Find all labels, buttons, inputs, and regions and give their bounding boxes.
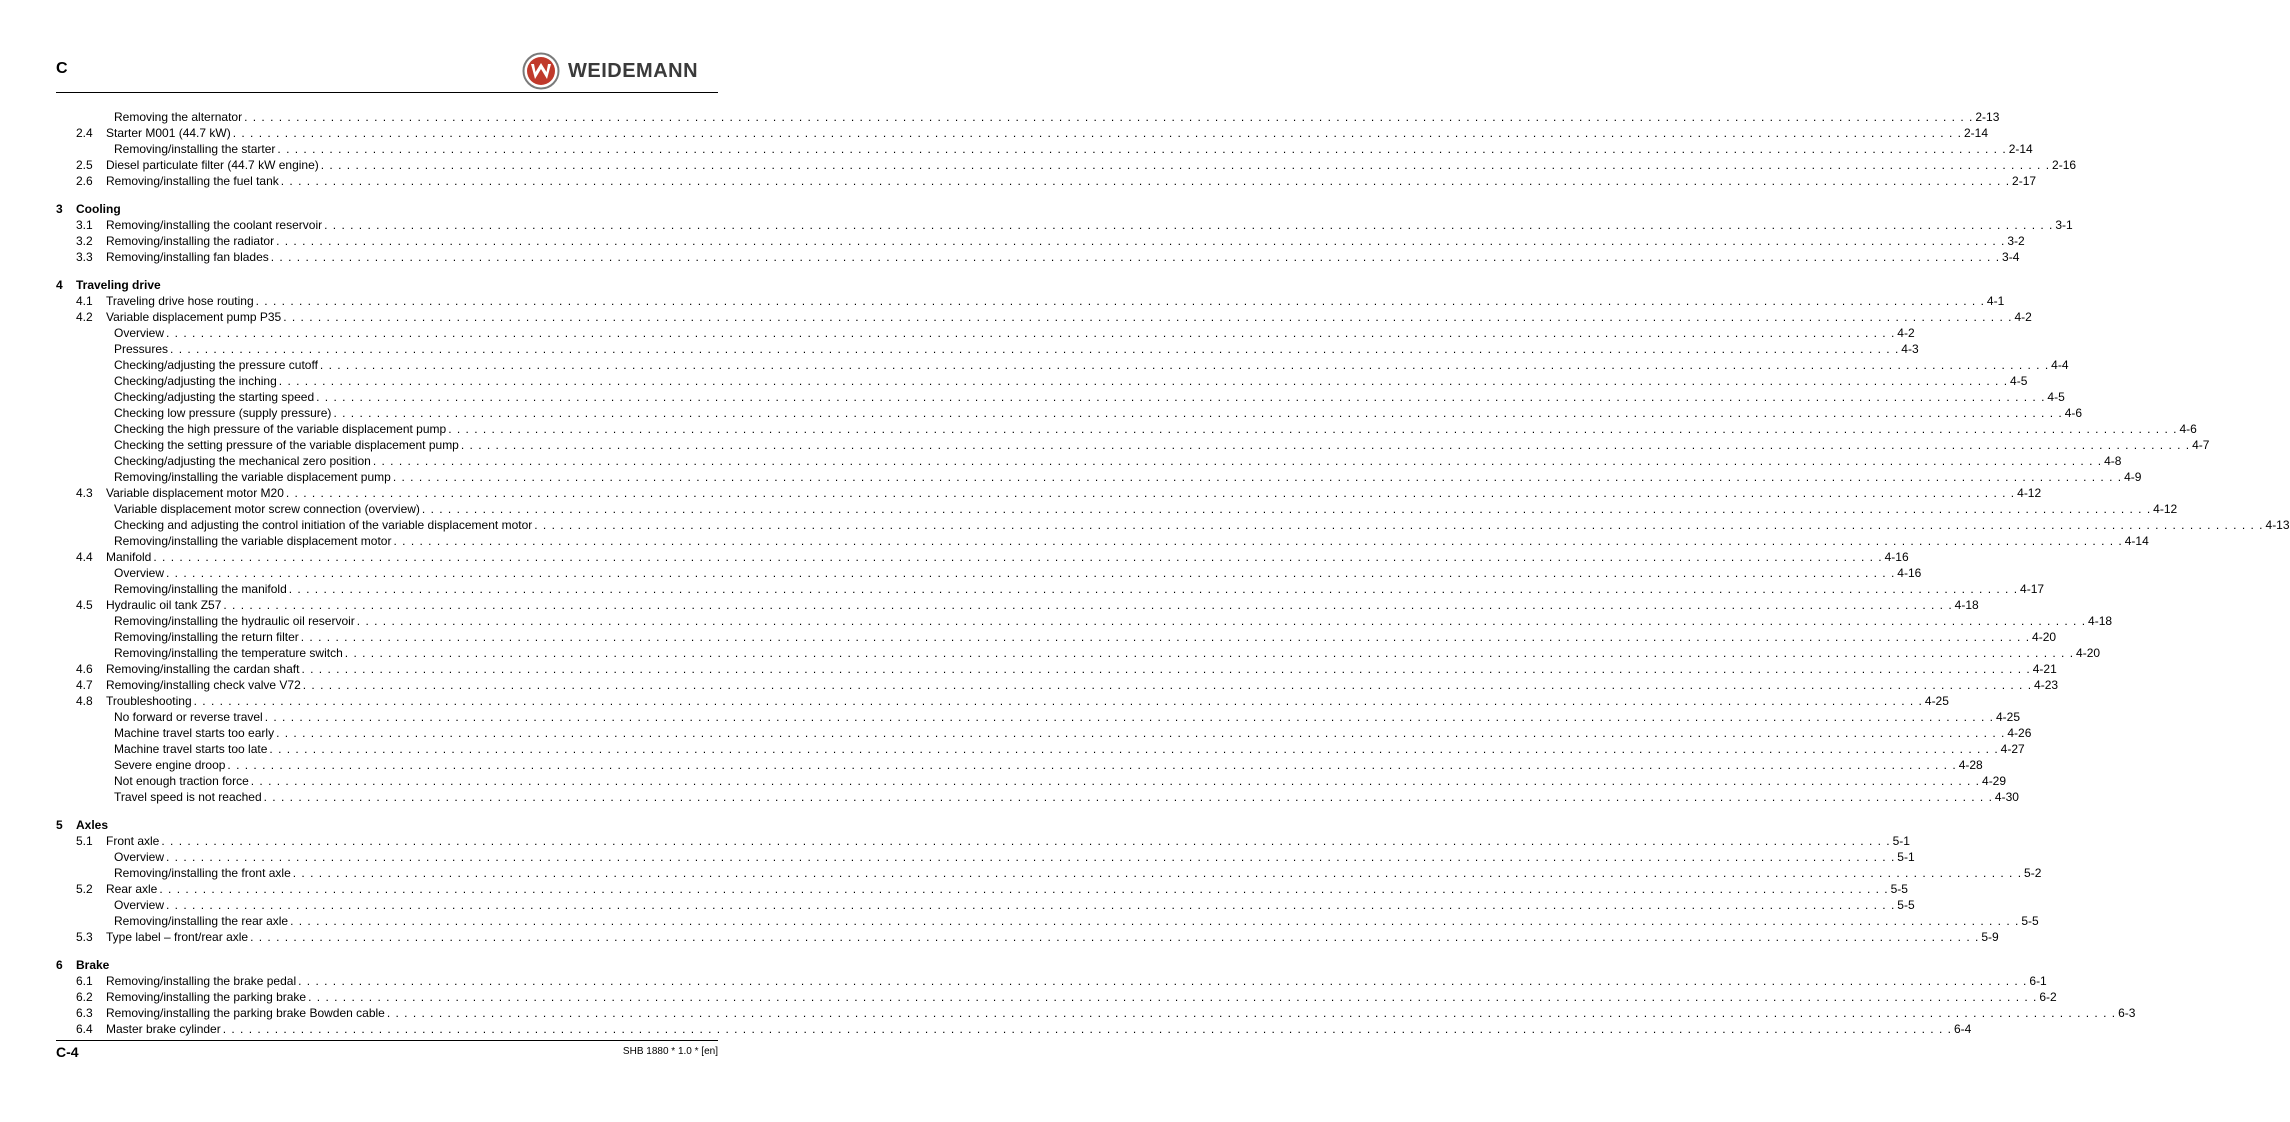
toc-page: 3-1: [2055, 218, 2073, 232]
toc-page: 4-25: [1924, 694, 1949, 708]
toc-page: 6-1: [2029, 974, 2047, 988]
toc-entry[interactable]: [56, 325, 1915, 341]
toc-number: 4.6: [76, 662, 93, 676]
toc-leader: . . . . . . . . . . . . . . . . . . . . . . . . . . . . . . . . . . . . . . . . . . . . . . . . . . . . . . . . . . . . . . . . . . . . . . . . . . . . . . . . . . . . . . . . . . . . . . . . . . . . . . . . . . . . . . . . . . . . . . . . . . . . . . . . . . . . . . . . . . . . . . . . . . . . . . . . . . . . . . . . . . . . . . . . . . . . . . . . . . . . . . . . . . . . . . . . . . . . . . . .: [421, 502, 2152, 516]
footer-rule: [56, 1040, 718, 1041]
toc-leader: . . . . . . . . . . . . . . . . . . . . . . . . . . . . . . . . . . . . . . . . . . . . . . . . . . . . . . . . . . . . . . . . . . . . . . . . . . . . . . . . . . . . . . . . . . . . . . . . . . . . . . . . . . . . . . . . . . . . . . . . . . . . . . . . . . . . . . . . . . . . . . . . . . . . . . . . . . . . . . . . . . . . . . . . . . . . . . . . . . . . . . . . . . . . . . . . . . . . . . . .: [300, 630, 2031, 644]
toc-page: 5-1: [1892, 834, 1910, 848]
toc-leader: . . . . . . . . . . . . . . . . . . . . . . . . . . . . . . . . . . . . . . . . . . . . . . . . . . . . . . . . . . . . . . . . . . . . . . . . . . . . . . . . . . . . . . . . . . . . . . . . . . . . . . . . . . . . . . . . . . . . . . . . . . . . . . . . . . . . . . . . . . . . . . . . . . . . . . . . . . . . . . . . . . . . . . . . . . . . . . . . . . . . . . . . . . . . . . . . . . . . . . . .: [277, 142, 2007, 156]
toc-leader: . . . . . . . . . . . . . . . . . . . . . . . . . . . . . . . . . . . . . . . . . . . . . . . . . . . . . . . . . . . . . . . . . . . . . . . . . . . . . . . . . . . . . . . . . . . . . . . . . . . . . . . . . . . . . . . . . . . . . . . . . . . . . . . . . . . . . . . . . . . . . . . . . . . . . . . . . . . . . . . . . . . . . . . . . . . . . . . . . . . . . . . . . . . . . . . . . . . . . . . .: [153, 550, 1883, 564]
toc-title: Master brake cylinder: [106, 1022, 221, 1036]
toc-page: 4-5: [2047, 390, 2065, 404]
toc-leader: . . . . . . . . . . . . . . . . . . . . . . . . . . . . . . . . . . . . . . . . . . . . . . . . . . . . . . . . . . . . . . . . . . . . . . . . . . . . . . . . . . . . . . . . . . . . . . . . . . . . . . . . . . . . . . . . . . . . . . . . . . . . . . . . . . . . . . . . . . . . . . . . . . . . . . . . . . . . . . . . . . . . . . . . . . . . . . . . . . . . . . . . . . . . . . . . . . . . . . . .: [324, 218, 2054, 232]
toc-title: Removing/installing the rear axle: [114, 914, 289, 928]
toc-entry[interactable]: [56, 293, 2005, 309]
toc-leader: . . . . . . . . . . . . . . . . . . . . . . . . . . . . . . . . . . . . . . . . . . . . . . . . . . . . . . . . . . . . . . . . . . . . . . . . . . . . . . . . . . . . . . . . . . . . . . . . . . . . . . . . . . . . . . . . . . . . . . . . . . . . . . . . . . . . . . . . . . . . . . . . . . . . . . . . . . . . . . . . . . . . . . . . . . . . . . . . . . . . . . . . . . . . . . . . . . . . . . . .: [320, 158, 2051, 172]
toc-leader: . . . . . . . . . . . . . . . . . . . . . . . . . . . . . . . . . . . . . . . . . . . . . . . . . . . . . . . . . . . . . . . . . . . . . . . . . . . . . . . . . . . . . . . . . . . . . . . . . . . . . . . . . . . . . . . . . . . . . . . . . . . . . . . . . . . . . . . . . . . . . . . . . . . . . . . . . . . . . . . . . . . . . . . . . . . . . . . . . . . . . . . . . . . . . . . . . . . . . . . .: [319, 358, 2050, 372]
toc-number: 3: [56, 202, 63, 216]
toc-page: 4-12: [2017, 486, 2042, 500]
toc-page: 4-21: [2032, 662, 2057, 676]
toc-title: Hydraulic oil tank Z57: [106, 598, 222, 612]
toc-leader: . . . . . . . . . . . . . . . . . . . . . . . . . . . . . . . . . . . . . . . . . . . . . . . . . . . . . . . . . . . . . . . . . . . . . . . . . . . . . . . . . . . . . . . . . . . . . . . . . . . . . . . . . . . . . . . . . . . . . . . . . . . . . . . . . . . . . . . . . . . . . . . . . . . . . . . . . . . . . . . . . . . . . . . . . . . . . . . . . . . . . . . . . . . . . . . . . . . . . . . .: [227, 758, 1957, 772]
toc-page: 4-25: [1995, 710, 2021, 724]
toc-entry[interactable]: [56, 741, 2025, 757]
toc-page: 2-13: [1975, 110, 2000, 124]
toc-leader: . . . . . . . . . . . . . . . . . . . . . . . . . . . . . . . . . . . . . . . . . . . . . . . . . . . . . . . . . . . . . . . . . . . . . . . . . . . . . . . . . . . . . . . . . . . . . . . . . . . . . . . . . . . . . . . . . . . . . . . . . . . . . . . . . . . . . . . . . . . . . . . . . . . . . . . . . . . . . . . . . . . . . . . . . . . . . . . . . . . . . . . . . . . . . . . . . . . . . . . .: [166, 566, 1896, 580]
toc-entry[interactable]: [56, 517, 2290, 533]
toc-leader: . . . . . . . . . . . . . . . . . . . . . . . . . . . . . . . . . . . . . . . . . . . . . . . . . . . . . . . . . . . . . . . . . . . . . . . . . . . . . . . . . . . . . . . . . . . . . . . . . . . . . . . . . . . . . . . . . . . . . . . . . . . . . . . . . . . . . . . . . . . . . . . . . . . . . . . . . . . . . . . . . . . . . . . . . . . . . . . . . . . . . . . . . . . . . . . . . . . . . . . .: [269, 742, 1999, 756]
toc-title: Type label – front/rear axle: [106, 930, 249, 944]
toc-leader: . . . . . . . . . . . . . . . . . . . . . . . . . . . . . . . . . . . . . . . . . . . . . . . . . . . . . . . . . . . . . . . . . . . . . . . . . . . . . . . . . . . . . . . . . . . . . . . . . . . . . . . . . . . . . . . . . . . . . . . . . . . . . . . . . . . . . . . . . . . . . . . . . . . . . . . . . . . . . . . . . . . . . . . . . . . . . . . . . . . . . . . . . . . . . . . . . . . . . . . .: [316, 390, 2046, 404]
toc-page: 3-2: [2007, 234, 2025, 248]
toc-title: Variable displacement pump P35: [106, 310, 282, 324]
toc-page: 4-18: [1954, 598, 1979, 612]
toc-leader: . . . . . . . . . . . . . . . . . . . . . . . . . . . . . . . . . . . . . . . . . . . . . . . . . . . . . . . . . . . . . . . . . . . . . . . . . . . . . . . . . . . . . . . . . . . . . . . . . . . . . . . . . . . . . . . . . . . . . . . . . . . . . . . . . . . . . . . . . . . . . . . . . . . . . . . . . . . . . . . . . . . . . . . . . . . . . . . . . . . . . . . . . . . . . . . . . . . . . . . .: [263, 790, 1993, 804]
toc-number: 3.2: [76, 234, 93, 248]
toc-entry[interactable]: [56, 773, 2007, 789]
toc-entry[interactable]: [56, 1005, 2136, 1021]
toc-leader: . . . . . . . . . . . . . . . . . . . . . . . . . . . . . . . . . . . . . . . . . . . . . . . . . . . . . . . . . . . . . . . . . . . . . . . . . . . . . . . . . . . . . . . . . . . . . . . . . . . . . . . . . . . . . . . . . . . . . . . . . . . . . . . . . . . . . . . . . . . . . . . . . . . . . . . . . . . . . . . . . . . . . . . . . . . . . . . . . . . . . . . . . . . . . . . . . . . . . . . .: [333, 406, 2063, 420]
toc-page: 4-2: [1897, 326, 1915, 340]
toc-leader: . . . . . . . . . . . . . . . . . . . . . . . . . . . . . . . . . . . . . . . . . . . . . . . . . . . . . . . . . . . . . . . . . . . . . . . . . . . . . . . . . . . . . . . . . . . . . . . . . . . . . . . . . . . . . . . . . . . . . . . . . . . . . . . . . . . . . . . . . . . . . . . . . . . . . . . . . . . . . . . . . . . . . . . . . . . . . . . . . . . . . . . . . . . . . . . . . . . . . . . .: [308, 990, 2038, 1004]
toc-entry[interactable]: [56, 309, 2032, 325]
toc-number: 6: [56, 958, 63, 972]
toc-page: 5-5: [1897, 898, 1915, 912]
toc-title: Checking/adjusting the mechanical zero position: [114, 454, 371, 468]
toc-leader: . . . . . . . . . . . . . . . . . . . . . . . . . . . . . . . . . . . . . . . . . . . . . . . . . . . . . . . . . . . . . . . . . . . . . . . . . . . . . . . . . . . . . . . . . . . . . . . . . . . . . . . . . . . . . . . . . . . . . . . . . . . . . . . . . . . . . . . . . . . . . . . . . . . . . . . . . . . . . . . . . . . . . . . . . . . . . . . . . . . . . . . . . . . . . . . . . . . . . . . .: [302, 678, 2033, 692]
toc-page: 4-12: [2153, 502, 2178, 516]
toc-title: Machine travel starts too late: [114, 742, 268, 756]
weidemann-emblem-icon: [522, 52, 560, 90]
toc-title: Checking/adjusting the inching: [114, 374, 277, 388]
toc-page: 2-14: [2008, 142, 2033, 156]
toc-page: 4-28: [1958, 758, 1983, 772]
toc-leader: . . . . . . . . . . . . . . . . . . . . . . . . . . . . . . . . . . . . . . . . . . . . . . . . . . . . . . . . . . . . . . . . . . . . . . . . . . . . . . . . . . . . . . . . . . . . . . . . . . . . . . . . . . . . . . . . . . . . . . . . . . . . . . . . . . . . . . . . . . . . . . . . . . . . . . . . . . . . . . . . . . . . . . . . . . . . . . . . . . . . . . . . . . . . . . . . . . . . . . . .: [232, 126, 1962, 140]
toc-entry[interactable]: [56, 789, 2019, 805]
toc-entry[interactable]: [56, 929, 1999, 945]
toc-page: 4-1: [1986, 294, 2005, 308]
toc-page: 4-27: [2000, 742, 2025, 756]
toc-title: Removing/installing the temperature switch: [114, 646, 343, 660]
toc-entry[interactable]: [56, 693, 1949, 709]
toc-number: 4.8: [76, 694, 93, 708]
toc-title: Starter M001 (44.7 kW): [106, 126, 231, 140]
toc-title: Rear axle: [106, 882, 158, 896]
toc-page: 5-9: [1981, 930, 1999, 944]
toc-title: Machine travel starts too early: [114, 726, 275, 740]
toc-page: 4-16: [1884, 550, 1909, 564]
toc-title: Overview: [114, 898, 165, 912]
toc-leader: . . . . . . . . . . . . . . . . . . . . . . . . . . . . . . . . . . . . . . . . . . . . . . . . . . . . . . . . . . . . . . . . . . . . . . . . . . . . . . . . . . . . . . . . . . . . . . . . . . . . . . . . . . . . . . . . . . . . . . . . . . . . . . . . . . . . . . . . . . . . . . . . . . . . . . . . . . . . . . . . . . . . . . . . . . . . . . . . . . . . . . . . . . . . . . . . . . . . . . . .: [534, 518, 2264, 532]
toc-leader: . . . . . . . . . . . . . . . . . . . . . . . . . . . . . . . . . . . . . . . . . . . . . . . . . . . . . . . . . . . . . . . . . . . . . . . . . . . . . . . . . . . . . . . . . . . . . . . . . . . . . . . . . . . . . . . . . . . . . . . . . . . . . . . . . . . . . . . . . . . . . . . . . . . . . . . . . . . . . . . . . . . . . . . . . . . . . . . . . . . . . . . . . . . . . . . . . . . . . . . .: [166, 898, 1896, 912]
toc-leader: . . . . . . . . . . . . . . . . . . . . . . . . . . . . . . . . . . . . . . . . . . . . . . . . . . . . . . . . . . . . . . . . . . . . . . . . . . . . . . . . . . . . . . . . . . . . . . . . . . . . . . . . . . . . . . . . . . . . . . . . . . . . . . . . . . . . . . . . . . . . . . . . . . . . . . . . . . . . . . . . . . . . . . . . . . . . . . . . . . . . . . . . . . . . . . . . . . . . . . . .: [250, 930, 1980, 944]
toc-leader: . . . . . . . . . . . . . . . . . . . . . . . . . . . . . . . . . . . . . . . . . . . . . . . . . . . . . . . . . . . . . . . . . . . . . . . . . . . . . . . . . . . . . . . . . . . . . . . . . . . . . . . . . . . . . . . . . . . . . . . . . . . . . . . . . . . . . . . . . . . . . . . . . . . . . . . . . . . . . . . . . . . . . . . . . . . . . . . . . . . . . . . . . . . . . . . . . . . . . . . .: [288, 582, 2019, 596]
toc-title: Pressures: [114, 342, 169, 356]
toc-page: 5-2: [2024, 866, 2042, 880]
toc-page: 6-4: [1953, 1022, 1972, 1036]
toc-leader: . . . . . . . . . . . . . . . . . . . . . . . . . . . . . . . . . . . . . . . . . . . . . . . . . . . . . . . . . . . . . . . . . . . . . . . . . . . . . . . . . . . . . . . . . . . . . . . . . . . . . . . . . . . . . . . . . . . . . . . . . . . . . . . . . . . . . . . . . . . . . . . . . . . . . . . . . . . . . . . . . . . . . . . . . . . . . . . . . . . . . . . . . . . . . . . . . . . . . . . .: [344, 646, 2075, 660]
toc-entry[interactable]: [56, 645, 2101, 661]
toc-page: 4-5: [2010, 374, 2028, 388]
toc-entry[interactable]: [56, 389, 2065, 405]
toc-entry[interactable]: [56, 581, 2045, 597]
toc-entry[interactable]: [56, 629, 2057, 645]
toc-title: No forward or reverse travel: [114, 710, 263, 724]
toc-leader: . . . . . . . . . . . . . . . . . . . . . . . . . . . . . . . . . . . . . . . . . . . . . . . . . . . . . . . . . . . . . . . . . . . . . . . . . . . . . . . . . . . . . . . . . . . . . . . . . . . . . . . . . . . . . . . . . . . . . . . . . . . . . . . . . . . . . . . . . . . . . . . . . . . . . . . . . . . . . . . . . . . . . . . . . . . . . . . . . . . . . . . . . . . . . . . . . . . . . . . .: [290, 914, 2020, 928]
toc-title: Variable displacement motor screw connection (overview): [114, 502, 420, 516]
toc-number: 5.3: [76, 930, 93, 944]
toc-title: Overview: [114, 850, 165, 864]
toc-title: Front axle: [106, 834, 160, 848]
toc-page: 4-3: [1901, 342, 1919, 356]
toc-number: 2.5: [76, 158, 93, 172]
document-id: SHB 1880 * 1.0 * [en]: [622, 1046, 718, 1057]
toc-entry[interactable]: [56, 357, 2069, 373]
toc-entry[interactable]: [56, 421, 2197, 437]
toc-title: Removing/installing the parking brake: [106, 990, 307, 1004]
toc-entry[interactable]: [56, 973, 2047, 989]
toc-leader: . . . . . . . . . . . . . . . . . . . . . . . . . . . . . . . . . . . . . . . . . . . . . . . . . . . . . . . . . . . . . . . . . . . . . . . . . . . . . . . . . . . . . . . . . . . . . . . . . . . . . . . . . . . . . . . . . . . . . . . . . . . . . . . . . . . . . . . . . . . . . . . . . . . . . . . . . . . . . . . . . . . . . . . . . . . . . . . . . . . . . . . . . . . . . . . . . . . . . . . .: [193, 694, 1923, 708]
toc-leader: . . . . . . . . . . . . . . . . . . . . . . . . . . . . . . . . . . . . . . . . . . . . . . . . . . . . . . . . . . . . . . . . . . . . . . . . . . . . . . . . . . . . . . . . . . . . . . . . . . . . . . . . . . . . . . . . . . . . . . . . . . . . . . . . . . . . . . . . . . . . . . . . . . . . . . . . . . . . . . . . . . . . . . . . . . . . . . . . . . . . . . . . . . . . . . . . . . . . . . . .: [448, 422, 2178, 436]
toc-number: 6.1: [76, 974, 93, 988]
toc-leader: . . . . . . . . . . . . . . . . . . . . . . . . . . . . . . . . . . . . . . . . . . . . . . . . . . . . . . . . . . . . . . . . . . . . . . . . . . . . . . . . . . . . . . . . . . . . . . . . . . . . . . . . . . . . . . . . . . . . . . . . . . . . . . . . . . . . . . . . . . . . . . . . . . . . . . . . . . . . . . . . . . . . . . . . . . . . . . . . . . . . . . . . . . . . . . . . . . . . . . . .: [250, 774, 1981, 788]
toc-leader: . . . . . . . . . . . . . . . . . . . . . . . . . . . . . . . . . . . . . . . . . . . . . . . . . . . . . . . . . . . . . . . . . . . . . . . . . . . . . . . . . . . . . . . . . . . . . . . . . . . . . . . . . . . . . . . . . . . . . . . . . . . . . . . . . . . . . . . . . . . . . . . . . . . . . . . . . . . . . . . . . . . . . . . . . . . . . . . . . . . . . . . . . . . . . . . . . . . . . . . .: [244, 110, 1974, 124]
toc-title: Removing/installing fan blades: [106, 250, 269, 264]
toc-entry[interactable]: [56, 125, 1989, 141]
toc-page: 5-1: [1897, 850, 1915, 864]
toc-leader: . . . . . . . . . . . . . . . . . . . . . . . . . . . . . . . . . . . . . . . . . . . . . . . . . . . . . . . . . . . . . . . . . . . . . . . . . . . . . . . . . . . . . . . . . . . . . . . . . . . . . . . . . . . . . . . . . . . . . . . . . . . . . . . . . . . . . . . . . . . . . . . . . . . . . . . . . . . . . . . . . . . . . . . . . . . . . . . . . . . . . . . . . . . . . . . . . . . . . . . .: [166, 326, 1896, 340]
toc-title: Removing/installing the coolant reservoir: [106, 218, 323, 232]
toc-entry[interactable]: [56, 725, 2032, 741]
toc-title: Manifold: [106, 550, 152, 564]
toc-entry[interactable]: [56, 217, 2073, 233]
toc-entry[interactable]: [56, 709, 2021, 725]
toc-page: 4-4: [2051, 358, 2069, 372]
toc-page: 4-14: [2124, 534, 2149, 548]
toc-number: 4.1: [76, 294, 93, 308]
toc-page: 4-9: [2124, 470, 2142, 484]
toc-number: 5.1: [76, 834, 93, 848]
toc-entry[interactable]: [56, 109, 2000, 125]
toc-page: 4-29: [1982, 774, 2007, 788]
toc-entry[interactable]: [56, 173, 2037, 189]
header-rule: [56, 92, 718, 93]
toc-entry[interactable]: [56, 597, 1979, 613]
toc-page: 4-16: [1897, 566, 1922, 580]
toc-entry[interactable]: [56, 141, 2033, 157]
toc-page: 4-6: [2064, 406, 2083, 420]
toc-leader: . . . . . . . . . . . . . . . . . . . . . . . . . . . . . . . . . . . . . . . . . . . . . . . . . . . . . . . . . . . . . . . . . . . . . . . . . . . . . . . . . . . . . . . . . . . . . . . . . . . . . . . . . . . . . . . . . . . . . . . . . . . . . . . . . . . . . . . . . . . . . . . . . . . . . . . . . . . . . . . . . . . . . . . . . . . . . . . . . . . . . . . . . . . . . . . . . . . . . . . .: [292, 866, 2023, 880]
toc-title: Removing the alternator: [114, 110, 243, 124]
toc-page: 4-23: [2034, 678, 2059, 692]
toc-leader: . . . . . . . . . . . . . . . . . . . . . . . . . . . . . . . . . . . . . . . . . . . . . . . . . . . . . . . . . . . . . . . . . . . . . . . . . . . . . . . . . . . . . . . . . . . . . . . . . . . . . . . . . . . . . . . . . . . . . . . . . . . . . . . . . . . . . . . . . . . . . . . . . . . . . . . . . . . . . . . . . . . . . . . . . . . . . . . . . . . . . . . . . . . . . . . . . . . . . . . .: [222, 1022, 1952, 1036]
toc-number: 5.2: [76, 882, 93, 896]
toc-leader: . . . . . . . . . . . . . . . . . . . . . . . . . . . . . . . . . . . . . . . . . . . . . . . . . . . . . . . . . . . . . . . . . . . . . . . . . . . . . . . . . . . . . . . . . . . . . . . . . . . . . . . . . . . . . . . . . . . . . . . . . . . . . . . . . . . . . . . . . . . . . . . . . . . . . . . . . . . . . . . . . . . . . . . . . . . . . . . . . . . . . . . . . . . . . . . . . . . . . . . .: [283, 310, 2013, 324]
toc-page: 6-3: [2118, 1006, 2136, 1020]
toc-page: 3-4: [2002, 250, 2020, 264]
toc-title: Removing/installing the cardan shaft: [106, 662, 300, 676]
toc-title: Cooling: [76, 202, 121, 216]
toc-title: Checking/adjusting the starting speed: [114, 390, 315, 404]
toc-entry[interactable]: [56, 757, 1983, 773]
toc-leader: . . . . . . . . . . . . . . . . . . . . . . . . . . . . . . . . . . . . . . . . . . . . . . . . . . . . . . . . . . . . . . . . . . . . . . . . . . . . . . . . . . . . . . . . . . . . . . . . . . . . . . . . . . . . . . . . . . . . . . . . . . . . . . . . . . . . . . . . . . . . . . . . . . . . . . . . . . . . . . . . . . . . . . . . . . . . . . . . . . . . . . . . . . . . . . . . . . . . . . . .: [372, 454, 2103, 468]
toc-entry[interactable]: [56, 989, 2057, 1005]
section-letter: C: [56, 60, 68, 77]
toc-entry[interactable]: [56, 549, 1909, 565]
toc-leader: . . . . . . . . . . . . . . . . . . . . . . . . . . . . . . . . . . . . . . . . . . . . . . . . . . . . . . . . . . . . . . . . . . . . . . . . . . . . . . . . . . . . . . . . . . . . . . . . . . . . . . . . . . . . . . . . . . . . . . . . . . . . . . . . . . . . . . . . . . . . . . . . . . . . . . . . . . . . . . . . . . . . . . . . . . . . . . . . . . . . . . . . . . . . . . . . . . . . . . . .: [264, 710, 1994, 724]
toc-title: Traveling drive hose routing: [106, 294, 254, 308]
toc-page: 4-20: [2076, 646, 2101, 660]
brand-logo: [522, 52, 698, 90]
toc-title: Checking and adjusting the control initiation of the variable displacement motor: [114, 518, 533, 532]
toc-title: Removing/installing the fuel tank: [106, 174, 279, 188]
toc-page: 2-17: [2012, 174, 2037, 188]
toc-leader: . . . . . . . . . . . . . . . . . . . . . . . . . . . . . . . . . . . . . . . . . . . . . . . . . . . . . . . . . . . . . . . . . . . . . . . . . . . . . . . . . . . . . . . . . . . . . . . . . . . . . . . . . . . . . . . . . . . . . . . . . . . . . . . . . . . . . . . . . . . . . . . . . . . . . . . . . . . . . . . . . . . . . . . . . . . . . . . . . . . . . . . . . . . . . . . . . . . . . . . .: [161, 834, 1891, 848]
toc-leader: . . . . . . . . . . . . . . . . . . . . . . . . . . . . . . . . . . . . . . . . . . . . . . . . . . . . . . . . . . . . . . . . . . . . . . . . . . . . . . . . . . . . . . . . . . . . . . . . . . . . . . . . . . . . . . . . . . . . . . . . . . . . . . . . . . . . . . . . . . . . . . . . . . . . . . . . . . . . . . . . . . . . . . . . . . . . . . . . . . . . . . . . . . . . . . . . . . . . . . . .: [393, 534, 2123, 548]
toc-leader: . . . . . . . . . . . . . . . . . . . . . . . . . . . . . . . . . . . . . . . . . . . . . . . . . . . . . . . . . . . . . . . . . . . . . . . . . . . . . . . . . . . . . . . . . . . . . . . . . . . . . . . . . . . . . . . . . . . . . . . . . . . . . . . . . . . . . . . . . . . . . . . . . . . . . . . . . . . . . . . . . . . . . . . . . . . . . . . . . . . . . . . . . . . . . . . . . . . . . . . .: [270, 250, 2001, 264]
toc-entry[interactable]: [56, 677, 2059, 693]
toc-title: Removing/installing the variable displacement motor: [114, 534, 392, 548]
toc-entry[interactable]: [56, 833, 1910, 849]
toc-page: 4-30: [1994, 790, 2019, 804]
toc-entry[interactable]: [56, 405, 2083, 421]
toc-page: 5-5: [1890, 882, 1908, 896]
toc-title: Removing/installing the front axle: [114, 866, 291, 880]
toc-leader: . . . . . . . . . . . . . . . . . . . . . . . . . . . . . . . . . . . . . . . . . . . . . . . . . . . . . . . . . . . . . . . . . . . . . . . . . . . . . . . . . . . . . . . . . . . . . . . . . . . . . . . . . . . . . . . . . . . . . . . . . . . . . . . . . . . . . . . . . . . . . . . . . . . . . . . . . . . . . . . . . . . . . . . . . . . . . . . . . . . . . . . . . . . . . . . . . . . . . . . .: [301, 662, 2031, 676]
toc-title: Removing/installing the variable displacement pump: [114, 470, 391, 484]
toc-entry[interactable]: [56, 881, 1908, 897]
toc-page: 6-2: [2039, 990, 2057, 1004]
page-number: C-4: [56, 1044, 79, 1060]
brand-name: WEIDEMANN: [568, 59, 699, 82]
toc-entry[interactable]: [56, 453, 2122, 469]
toc-entry[interactable]: [56, 849, 1915, 865]
toc-page: 4-7: [2192, 438, 2210, 452]
toc-leader: . . . . . . . . . . . . . . . . . . . . . . . . . . . . . . . . . . . . . . . . . . . . . . . . . . . . . . . . . . . . . . . . . . . . . . . . . . . . . . . . . . . . . . . . . . . . . . . . . . . . . . . . . . . . . . . . . . . . . . . . . . . . . . . . . . . . . . . . . . . . . . . . . . . . . . . . . . . . . . . . . . . . . . . . . . . . . . . . . . . . . . . . . . . . . . . . . . . . . . . .: [280, 174, 2011, 188]
toc-title: Overview: [114, 566, 165, 580]
toc-number: 3.3: [76, 250, 93, 264]
toc-number: 2.4: [76, 126, 93, 140]
toc-page: 2-14: [1963, 126, 1989, 140]
toc-title: Removing/installing the parking brake Bowden cable: [106, 1006, 385, 1020]
toc-entry[interactable]: [56, 1021, 1972, 1037]
toc-number: 4.3: [76, 486, 93, 500]
toc-number: 6.2: [76, 990, 93, 1004]
toc-leader: . . . . . . . . . . . . . . . . . . . . . . . . . . . . . . . . . . . . . . . . . . . . . . . . . . . . . . . . . . . . . . . . . . . . . . . . . . . . . . . . . . . . . . . . . . . . . . . . . . . . . . . . . . . . . . . . . . . . . . . . . . . . . . . . . . . . . . . . . . . . . . . . . . . . . . . . . . . . . . . . . . . . . . . . . . . . . . . . . . . . . . . . . . . . . . . . . . . . . . . .: [276, 726, 2006, 740]
toc-leader: . . . . . . . . . . . . . . . . . . . . . . . . . . . . . . . . . . . . . . . . . . . . . . . . . . . . . . . . . . . . . . . . . . . . . . . . . . . . . . . . . . . . . . . . . . . . . . . . . . . . . . . . . . . . . . . . . . . . . . . . . . . . . . . . . . . . . . . . . . . . . . . . . . . . . . . . . . . . . . . . . . . . . . . . . . . . . . . . . . . . . . . . . . . . . . . . . . . . . . . .: [278, 374, 2009, 388]
toc-number: 6.3: [76, 1006, 93, 1020]
toc-title: Variable displacement motor M20: [106, 486, 284, 500]
toc-entry[interactable]: [56, 469, 2142, 485]
toc-leader: . . . . . . . . . . . . . . . . . . . . . . . . . . . . . . . . . . . . . . . . . . . . . . . . . . . . . . . . . . . . . . . . . . . . . . . . . . . . . . . . . . . . . . . . . . . . . . . . . . . . . . . . . . . . . . . . . . . . . . . . . . . . . . . . . . . . . . . . . . . . . . . . . . . . . . . . . . . . . . . . . . . . . . . . . . . . . . . . . . . . . . . . . . . . . . . . . . . . . . . .: [276, 234, 2006, 248]
toc-title: Checking low pressure (supply pressure): [114, 406, 332, 420]
toc-page: 4-18: [2088, 614, 2113, 628]
toc-title: Overview: [114, 326, 165, 340]
toc-chapter[interactable]: [56, 817, 718, 833]
toc-entry[interactable]: [56, 865, 2042, 881]
toc-title: Axles: [76, 818, 109, 832]
toc-title: Traveling drive: [76, 278, 161, 292]
toc-number: 5: [56, 818, 63, 832]
toc-title: Checking/adjusting the pressure cutoff: [114, 358, 318, 372]
toc-page: 4-17: [2020, 582, 2045, 596]
toc-page: 4-6: [2179, 422, 2197, 436]
toc-page: 4-26: [2007, 726, 2032, 740]
toc-leader: . . . . . . . . . . . . . . . . . . . . . . . . . . . . . . . . . . . . . . . . . . . . . . . . . . . . . . . . . . . . . . . . . . . . . . . . . . . . . . . . . . . . . . . . . . . . . . . . . . . . . . . . . . . . . . . . . . . . . . . . . . . . . . . . . . . . . . . . . . . . . . . . . . . . . . . . . . . . . . . . . . . . . . . . . . . . . . . . . . . . . . . . . . . . . . . . . . . . . . . .: [285, 486, 2016, 500]
toc-title: Removing/installing the return filter: [114, 630, 299, 644]
toc-title: Brake: [76, 958, 110, 972]
toc-title: Removing/installing the starter: [114, 142, 276, 156]
toc-leader: . . . . . . . . . . . . . . . . . . . . . . . . . . . . . . . . . . . . . . . . . . . . . . . . . . . . . . . . . . . . . . . . . . . . . . . . . . . . . . . . . . . . . . . . . . . . . . . . . . . . . . . . . . . . . . . . . . . . . . . . . . . . . . . . . . . . . . . . . . . . . . . . . . . . . . . . . . . . . . . . . . . . . . . . . . . . . . . . . . . . . . . . . . . . . . . . . . . . . . . .: [223, 598, 1953, 612]
toc-title: Removing/installing the hydraulic oil reservoir: [114, 614, 355, 628]
toc-number: 3.1: [76, 218, 93, 232]
toc-entry[interactable]: [56, 373, 2028, 389]
toc-entry[interactable]: [56, 565, 1922, 581]
toc-chapter[interactable]: [56, 277, 718, 293]
toc-number: 4: [56, 278, 63, 292]
toc-entry[interactable]: [56, 437, 2210, 453]
toc-entry[interactable]: [56, 661, 2057, 677]
toc-leader: . . . . . . . . . . . . . . . . . . . . . . . . . . . . . . . . . . . . . . . . . . . . . . . . . . . . . . . . . . . . . . . . . . . . . . . . . . . . . . . . . . . . . . . . . . . . . . . . . . . . . . . . . . . . . . . . . . . . . . . . . . . . . . . . . . . . . . . . . . . . . . . . . . . . . . . . . . . . . . . . . . . . . . . . . . . . . . . . . . . . . . . . . . . . . . . . . . . . . . . .: [356, 614, 2087, 628]
toc-title: Removing/installing the radiator: [106, 234, 275, 248]
toc-title: Checking the high pressure of the variable displacement pump: [114, 422, 447, 436]
toc-number: 2.6: [76, 174, 93, 188]
toc-leader: . . . . . . . . . . . . . . . . . . . . . . . . . . . . . . . . . . . . . . . . . . . . . . . . . . . . . . . . . . . . . . . . . . . . . . . . . . . . . . . . . . . . . . . . . . . . . . . . . . . . . . . . . . . . . . . . . . . . . . . . . . . . . . . . . . . . . . . . . . . . . . . . . . . . . . . . . . . . . . . . . . . . . . . . . . . . . . . . . . . . . . . . . . . . . . . . . . . . . . . .: [255, 294, 1985, 308]
toc-leader: . . . . . . . . . . . . . . . . . . . . . . . . . . . . . . . . . . . . . . . . . . . . . . . . . . . . . . . . . . . . . . . . . . . . . . . . . . . . . . . . . . . . . . . . . . . . . . . . . . . . . . . . . . . . . . . . . . . . . . . . . . . . . . . . . . . . . . . . . . . . . . . . . . . . . . . . . . . . . . . . . . . . . . . . . . . . . . . . . . . . . . . . . . . . . . . . . . . . . . . .: [170, 342, 1900, 356]
toc-entry[interactable]: [56, 913, 2039, 929]
toc-entry[interactable]: [56, 613, 2113, 629]
toc-leader: . . . . . . . . . . . . . . . . . . . . . . . . . . . . . . . . . . . . . . . . . . . . . . . . . . . . . . . . . . . . . . . . . . . . . . . . . . . . . . . . . . . . . . . . . . . . . . . . . . . . . . . . . . . . . . . . . . . . . . . . . . . . . . . . . . . . . . . . . . . . . . . . . . . . . . . . . . . . . . . . . . . . . . . . . . . . . . . . . . . . . . . . . . . . . . . . . . . . . . . .: [460, 438, 2191, 452]
toc-page: 5-5: [2021, 914, 2039, 928]
toc-leader: . . . . . . . . . . . . . . . . . . . . . . . . . . . . . . . . . . . . . . . . . . . . . . . . . . . . . . . . . . . . . . . . . . . . . . . . . . . . . . . . . . . . . . . . . . . . . . . . . . . . . . . . . . . . . . . . . . . . . . . . . . . . . . . . . . . . . . . . . . . . . . . . . . . . . . . . . . . . . . . . . . . . . . . . . . . . . . . . . . . . . . . . . . . . . . . . . . . . . . . .: [298, 974, 2028, 988]
toc-leader: . . . . . . . . . . . . . . . . . . . . . . . . . . . . . . . . . . . . . . . . . . . . . . . . . . . . . . . . . . . . . . . . . . . . . . . . . . . . . . . . . . . . . . . . . . . . . . . . . . . . . . . . . . . . . . . . . . . . . . . . . . . . . . . . . . . . . . . . . . . . . . . . . . . . . . . . . . . . . . . . . . . . . . . . . . . . . . . . . . . . . . . . . . . . . . . . . . . . . . . .: [166, 850, 1896, 864]
toc-title: Removing/installing check valve V72: [106, 678, 301, 692]
toc-title: Checking the setting pressure of the variable displacement pump: [114, 438, 459, 452]
toc-entry[interactable]: [56, 533, 2149, 549]
toc-entry[interactable]: [56, 233, 2025, 249]
toc-title: Troubleshooting: [106, 694, 192, 708]
toc-entry[interactable]: [56, 157, 2077, 173]
toc-chapter[interactable]: [56, 201, 718, 217]
toc-number: 6.4: [76, 1022, 93, 1036]
toc-leader: . . . . . . . . . . . . . . . . . . . . . . . . . . . . . . . . . . . . . . . . . . . . . . . . . . . . . . . . . . . . . . . . . . . . . . . . . . . . . . . . . . . . . . . . . . . . . . . . . . . . . . . . . . . . . . . . . . . . . . . . . . . . . . . . . . . . . . . . . . . . . . . . . . . . . . . . . . . . . . . . . . . . . . . . . . . . . . . . . . . . . . . . . . . . . . . . . . . . . . . .: [159, 882, 1889, 896]
toc-page: 2-16: [2052, 158, 2077, 172]
toc-number: 4.4: [76, 550, 93, 564]
toc-title: Severe engine droop: [114, 758, 226, 772]
toc-number: 4.2: [76, 310, 93, 324]
table-of-contents: [56, 109, 2290, 1037]
toc-page: 4-20: [2032, 630, 2057, 644]
toc-page: 4-8: [2104, 454, 2122, 468]
toc-title: Not enough traction force: [114, 774, 249, 788]
toc-title: Removing/installing the brake pedal: [106, 974, 297, 988]
toc-entry[interactable]: [56, 501, 2178, 517]
toc-entry[interactable]: [56, 341, 1919, 357]
toc-title: Diesel particulate filter (44.7 kW engine): [106, 158, 319, 172]
toc-entry[interactable]: [56, 485, 2042, 501]
toc-entry[interactable]: [56, 897, 1915, 913]
toc-number: 4.5: [76, 598, 93, 612]
toc-entry[interactable]: [56, 249, 2020, 265]
toc-number: 4.7: [76, 678, 93, 692]
toc-title: Removing/installing the manifold: [114, 582, 287, 596]
toc-leader: . . . . . . . . . . . . . . . . . . . . . . . . . . . . . . . . . . . . . . . . . . . . . . . . . . . . . . . . . . . . . . . . . . . . . . . . . . . . . . . . . . . . . . . . . . . . . . . . . . . . . . . . . . . . . . . . . . . . . . . . . . . . . . . . . . . . . . . . . . . . . . . . . . . . . . . . . . . . . . . . . . . . . . . . . . . . . . . . . . . . . . . . . . . . . . . . . . . . . . . .: [392, 470, 2123, 484]
toc-page: 4-2: [2014, 310, 2032, 324]
toc-title: Travel speed is not reached: [114, 790, 262, 804]
toc-leader: . . . . . . . . . . . . . . . . . . . . . . . . . . . . . . . . . . . . . . . . . . . . . . . . . . . . . . . . . . . . . . . . . . . . . . . . . . . . . . . . . . . . . . . . . . . . . . . . . . . . . . . . . . . . . . . . . . . . . . . . . . . . . . . . . . . . . . . . . . . . . . . . . . . . . . . . . . . . . . . . . . . . . . . . . . . . . . . . . . . . . . . . . . . . . . . . . . . . . . . .: [386, 1006, 2117, 1020]
toc-page: 4-13: [2265, 518, 2290, 532]
toc-chapter[interactable]: [56, 957, 718, 973]
